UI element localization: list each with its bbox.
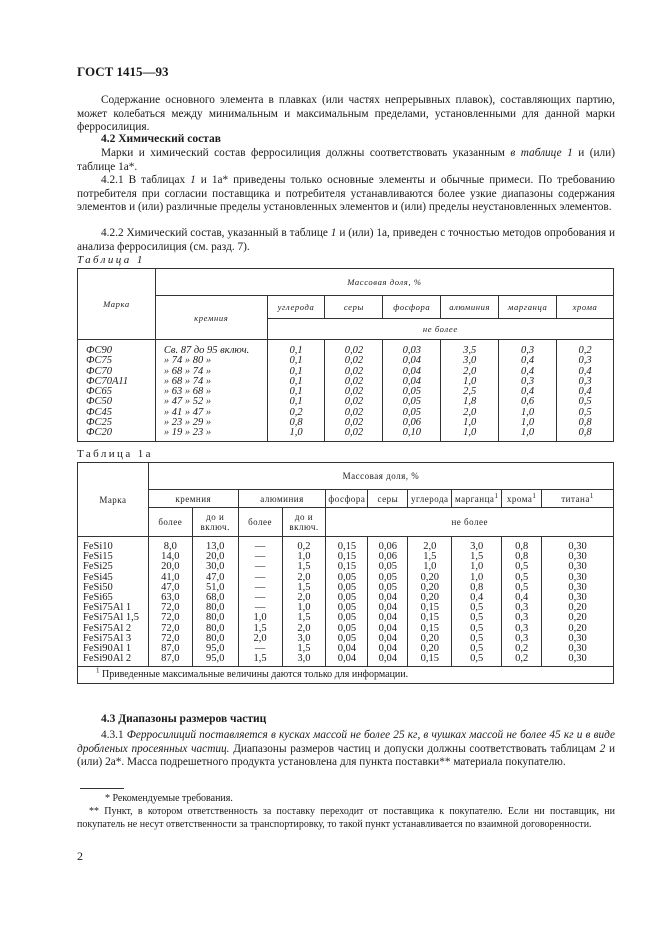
table-1a-cell-value: 0,2 xyxy=(502,644,542,654)
table-1a-cell-value: 0,06 xyxy=(368,537,408,553)
table-1-cell-value: 2,5 xyxy=(441,387,499,397)
table-1a-cell-value: 0,20 xyxy=(542,624,614,634)
page-number: 2 xyxy=(77,849,83,863)
table-1-cell-silicon: » 47 » 52 » xyxy=(155,397,267,407)
table-1a-cell-value: 0,8 xyxy=(502,552,542,562)
table-1-cell-value: 0,02 xyxy=(325,408,383,418)
table-1-cell-value: 0,02 xyxy=(325,418,383,428)
table-1-cell-mark: ФС50 xyxy=(78,397,156,407)
table-1a-col-chromium: хрома$^1$ xyxy=(502,490,542,508)
table-1a-cell-value: — xyxy=(238,552,282,562)
table-1a-cell-value: 0,5 xyxy=(502,573,542,583)
table-1a-cell-value: 0,5 xyxy=(452,644,502,654)
table-1-cell-value: 0,2 xyxy=(267,408,325,418)
table-1-cell-value: 1,0 xyxy=(499,418,557,428)
table-1a-cell-value: 0,04 xyxy=(368,654,408,667)
table-1a-cell-value: 0,30 xyxy=(542,562,614,572)
section-4-3-heading: 4.3 Диапазоны размеров частиц xyxy=(101,713,267,725)
table-1a-cell-value: 0,05 xyxy=(326,583,368,593)
table-1-cell-silicon: Св. 87 до 95 включ. xyxy=(155,340,267,357)
table-1-cell-mark: ФС75 xyxy=(78,356,156,366)
table-1-cell-value: 0,6 xyxy=(499,397,557,407)
table-1a-cell-value: 80,0 xyxy=(192,624,238,634)
table-1a-cell-value: 95,0 xyxy=(192,654,238,667)
table-1a-cell-value: 0,15 xyxy=(408,654,452,667)
table-1a-cell-value: 80,0 xyxy=(192,613,238,623)
table-1a-cell-value: 0,05 xyxy=(326,613,368,623)
table-1a-col-manganese: марганца$^1$ xyxy=(452,490,502,508)
table-1a-cell-value: 47,0 xyxy=(192,573,238,583)
table-1-cell-value: 0,02 xyxy=(325,377,383,387)
table-1a-cell-value: 0,3 xyxy=(502,603,542,613)
table-1a-cell-value: 0,15 xyxy=(326,537,368,553)
table-1-cell-mark: ФС70А11 xyxy=(78,377,156,387)
table-1a-cell-mark: FeSi90Al 2 xyxy=(78,654,149,667)
table-1-col-chromium: хрома xyxy=(557,296,614,319)
table-1-cell-silicon: » 74 » 80 » xyxy=(155,356,267,366)
table-1a-cell-mark: FeSi50 xyxy=(78,583,149,593)
table-1-cell-mark: ФС90 xyxy=(78,340,156,357)
table-1a-cell-value: 0,30 xyxy=(542,573,614,583)
table-1a-aluminium-upto: до и включ. xyxy=(282,508,326,537)
table-1-cell-silicon: » 41 » 47 » xyxy=(155,408,267,418)
table-1a-cell-mark: FeSi75Al 1,5 xyxy=(78,613,149,623)
table-1-cell-value: 0,8 xyxy=(557,428,614,441)
table-1a-cell-value: 0,06 xyxy=(368,552,408,562)
table-1a-caption: Таблица 1а xyxy=(77,448,153,460)
table-1-cell-value: 1,0 xyxy=(499,408,557,418)
table-1a-footnote: $^1$ Приведенные максимальные величины даются только для информации. xyxy=(78,667,614,684)
table-1-cell-mark: ФС45 xyxy=(78,408,156,418)
table-1-cell-value: 0,4 xyxy=(557,367,614,377)
table-1a-cell-mark: FeSi75Al 3 xyxy=(78,634,149,644)
document-header: ГОСТ 1415—93 xyxy=(77,64,169,79)
table-1a-cell-value: 72,0 xyxy=(148,624,192,634)
table-1-cell-value: 0,5 xyxy=(557,397,614,407)
table-1a-cell-value: 0,30 xyxy=(542,644,614,654)
table-1a xyxy=(77,462,614,684)
table-1a-cell-value: — xyxy=(238,644,282,654)
table-1-cell-value: 0,05 xyxy=(383,397,441,407)
table-1a-cell-value: 0,5 xyxy=(502,562,542,572)
table-1-cell-value: 0,02 xyxy=(325,397,383,407)
table-1a-cell-value: 0,04 xyxy=(368,603,408,613)
table-1a-cell-value: 87,0 xyxy=(148,654,192,667)
table-1a-cell-value: 80,0 xyxy=(192,634,238,644)
table-1a-cell-value: 2,0 xyxy=(408,537,452,553)
table-1-cell-value: 0,2 xyxy=(557,340,614,357)
table-1a-cell-value: 0,04 xyxy=(368,634,408,644)
table-1-cell-silicon: » 19 » 23 » xyxy=(155,428,267,441)
table-1a-cell-value: 0,15 xyxy=(408,624,452,634)
table-1a-cell-mark: FeSi75Al 2 xyxy=(78,624,149,634)
table-1a-cell-value: 0,5 xyxy=(452,613,502,623)
table-1a-cell-value: 0,20 xyxy=(408,593,452,603)
table-1a-cell-value: 0,20 xyxy=(408,583,452,593)
table-1a-col-aluminium: алюминия xyxy=(238,490,326,508)
table-1-group-header: Массовая доля, % xyxy=(155,269,613,296)
table-1-col-manganese: марганца xyxy=(499,296,557,319)
table-1-cell-value: 0,4 xyxy=(499,387,557,397)
table-1a-cell-value: 0,30 xyxy=(542,634,614,644)
table-1a-cell-value: — xyxy=(238,573,282,583)
table-1-cell-value: 0,3 xyxy=(499,377,557,387)
table-1-col-phosphorus: фосфора xyxy=(383,296,441,319)
table-1a-cell-mark: FeSi90Al 1 xyxy=(78,644,149,654)
table-1-cell-value: 0,4 xyxy=(557,387,614,397)
table-1a-cell-value: 51,0 xyxy=(192,583,238,593)
table-1a-cell-value: 3,0 xyxy=(282,654,326,667)
table-1a-cell-value: 14,0 xyxy=(148,552,192,562)
table-1a-col-phosphorus: фосфора xyxy=(326,490,368,508)
table-1a-cell-value: 0,3 xyxy=(502,624,542,634)
table-1-cell-value: 0,1 xyxy=(267,397,325,407)
table-1-cell-value: 1,0 xyxy=(267,428,325,441)
table-1 xyxy=(77,268,614,442)
table-1a-col-sulfur: серы xyxy=(368,490,408,508)
paragraph-4-2-1: 4.2.1 В таблицах 1 и 1а* приведены только основные элементы и обычные примеси. По требованию потребителя при согласии поставщика и потребителя устанавливаются более узкие диапазоны содержания элементов и (или) различные пределы установленных элементов и (или) пределы неустановленных элементов. xyxy=(77,174,615,214)
table-1a-cell-value: — xyxy=(238,562,282,572)
table-1a-cell-value: 2,0 xyxy=(282,593,326,603)
table-1a-cell-value: 0,2 xyxy=(502,654,542,667)
table-1a-cell-value: 20,0 xyxy=(192,552,238,562)
table-1a-aluminium-more: более xyxy=(238,508,282,537)
table-1a-cell-value: 0,5 xyxy=(452,603,502,613)
table-1a-cell-value: 0,5 xyxy=(452,634,502,644)
table-1-cell-silicon: » 68 » 74 » xyxy=(155,367,267,377)
table-1a-cell-value: 0,20 xyxy=(408,573,452,583)
table-1a-cell-value: 1,0 xyxy=(408,562,452,572)
table-1-cell-value: 0,06 xyxy=(383,418,441,428)
table-1-cell-value: 1,0 xyxy=(499,428,557,441)
table-1a-cell-value: 0,15 xyxy=(326,552,368,562)
table-1-cell-value: 3,0 xyxy=(441,356,499,366)
table-1-cell-mark: ФС70 xyxy=(78,367,156,377)
table-1-cell-value: 0,1 xyxy=(267,387,325,397)
table-1-cell-value: 1,0 xyxy=(441,428,499,441)
table-1a-cell-value: 0,2 xyxy=(282,537,326,553)
table-1a-cell-value: 0,5 xyxy=(452,654,502,667)
table-1a-cell-value: 2,0 xyxy=(282,573,326,583)
table-1-cell-mark: ФС25 xyxy=(78,418,156,428)
table-1a-cell-value: 13,0 xyxy=(192,537,238,553)
table-1-col-marka: Марка xyxy=(78,269,156,340)
table-1a-cell-value: 0,30 xyxy=(542,552,614,562)
table-1-cell-value: 0,3 xyxy=(557,377,614,387)
table-1a-cell-value: 0,05 xyxy=(326,603,368,613)
table-1a-cell-value: 0,15 xyxy=(408,613,452,623)
table-1a-cell-value: 0,30 xyxy=(542,593,614,603)
table-1a-cell-value: 1,0 xyxy=(282,552,326,562)
table-1a-cell-mark: FeSi45 xyxy=(78,573,149,583)
table-1a-cell-value: 0,04 xyxy=(368,624,408,634)
table-1a-cell-value: 72,0 xyxy=(148,603,192,613)
paragraph-4-3-1: 4.3.1 Ферросилиций поставляется в кусках массой не более 25 кг, в чушках массой не более 45 кг и в виде дробленых просеянных частиц. Диапазоны размеров частиц и допуски должны соответствовать таблицам 2 и (или) 2а*. Масса подрешетного продукта установлена для пункта поставки** материала покупателю. xyxy=(77,729,616,769)
table-1a-cell-value: 1,5 xyxy=(238,654,282,667)
table-1-cell-value: 2,0 xyxy=(441,408,499,418)
table-row xyxy=(78,654,614,667)
section-4-2-heading: 4.2 Химический состав xyxy=(101,133,221,145)
table-1a-cell-value: 1,0 xyxy=(282,603,326,613)
table-row xyxy=(78,340,614,357)
table-1a-col-silicon: кремния xyxy=(148,490,238,508)
table-1a-cell-value: 2,0 xyxy=(282,624,326,634)
table-1-cell-mark: ФС65 xyxy=(78,387,156,397)
table-1a-cell-value: 2,0 xyxy=(238,634,282,644)
table-1a-cell-value: 0,15 xyxy=(408,603,452,613)
table-1a-cell-value: 0,04 xyxy=(368,644,408,654)
table-1a-cell-value: 0,05 xyxy=(326,593,368,603)
table-1a-cell-value: 20,0 xyxy=(148,562,192,572)
table-1a-cell-mark: FeSi75Al 1 xyxy=(78,603,149,613)
table-1a-cell-mark: FeSi25 xyxy=(78,562,149,572)
table-1-cell-silicon: » 23 » 29 » xyxy=(155,418,267,428)
table-1a-cell-value: 1,5 xyxy=(238,624,282,634)
table-1a-cell-value: 87,0 xyxy=(148,644,192,654)
table-1a-cell-value: 3,0 xyxy=(452,537,502,553)
table-1a-cell-value: 1,0 xyxy=(452,573,502,583)
table-1-caption: Таблица 1 xyxy=(77,254,145,266)
table-1a-cell-value: 47,0 xyxy=(148,583,192,593)
table-1-cell-value: 0,05 xyxy=(383,408,441,418)
table-1a-cell-value: 0,3 xyxy=(502,613,542,623)
table-1-cell-value: 0,02 xyxy=(325,428,383,441)
table-1a-cell-value: 0,04 xyxy=(326,644,368,654)
table-1a-cell-value: 3,0 xyxy=(282,634,326,644)
table-1a-cell-value: 0,30 xyxy=(542,583,614,593)
table-1a-cell-value: 1,0 xyxy=(238,613,282,623)
table-1a-cell-value: 0,30 xyxy=(542,537,614,553)
table-1-cell-value: 0,4 xyxy=(499,367,557,377)
table-1-cell-value: 0,10 xyxy=(383,428,441,441)
table-1a-col-titanium: титана$^1$ xyxy=(542,490,614,508)
table-1a-cell-value: 1,5 xyxy=(452,552,502,562)
table-1-col-carbon: углерода xyxy=(267,296,325,319)
table-1a-cell-value: 95,0 xyxy=(192,644,238,654)
table-1a-cell-value: 8,0 xyxy=(148,537,192,553)
table-1a-cell-value: 0,8 xyxy=(502,537,542,553)
table-1-cell-value: 0,04 xyxy=(383,377,441,387)
table-1a-cell-value: 0,8 xyxy=(452,583,502,593)
table-1-cell-value: 0,02 xyxy=(325,356,383,366)
table-1-cell-value: 3,5 xyxy=(441,340,499,357)
paragraph-4-2-2: 4.2.2 Химический состав, указанный в таблице 1 и (или) 1а, приведен с точностью методов опробования и анализа ферросилиция (см. разд. 7). xyxy=(77,227,616,253)
table-1a-not-more: не более xyxy=(326,508,614,537)
footnote-2: ** Пункт, в котором ответственность за поставку переходит от поставщика к покупателю. Если ни поставщик, ни покупатель не несут ответственности за транспортировку, то такой пункт устанавливается по взаимной договоренности. xyxy=(77,806,615,830)
table-1a-cell-value: 0,04 xyxy=(368,613,408,623)
table-1-cell-value: 0,1 xyxy=(267,356,325,366)
table-1a-cell-value: 0,3 xyxy=(502,634,542,644)
table-1a-cell-value: 0,04 xyxy=(326,654,368,667)
table-1a-cell-value: 68,0 xyxy=(192,593,238,603)
table-1-cell-value: 0,04 xyxy=(383,356,441,366)
table-1-cell-silicon: » 63 » 68 » xyxy=(155,387,267,397)
table-1-cell-value: 0,3 xyxy=(557,356,614,366)
table-1a-cell-value: 0,20 xyxy=(542,603,614,613)
table-1a-cell-value: 0,05 xyxy=(326,573,368,583)
table-1a-cell-value: 41,0 xyxy=(148,573,192,583)
table-1a-cell-value: 72,0 xyxy=(148,613,192,623)
table-1-cell-value: 0,1 xyxy=(267,367,325,377)
table-1a-cell-value: — xyxy=(238,537,282,553)
table-1a-cell-value: 0,20 xyxy=(542,613,614,623)
table-1-cell-value: 0,05 xyxy=(383,387,441,397)
table-1-cell-value: 0,02 xyxy=(325,367,383,377)
table-1a-cell-value: 80,0 xyxy=(192,603,238,613)
table-1-cell-value: 0,5 xyxy=(557,408,614,418)
table-1-cell-value: 0,4 xyxy=(499,356,557,366)
table-1-cell-value: 0,8 xyxy=(267,418,325,428)
table-1a-cell-value: 0,05 xyxy=(368,573,408,583)
table-1a-cell-value: 0,05 xyxy=(326,624,368,634)
table-1a-cell-value: 63,0 xyxy=(148,593,192,603)
table-1a-cell-value: 0,4 xyxy=(502,593,542,603)
table-1-cell-value: 1,0 xyxy=(441,377,499,387)
table-1-cell-value: 0,8 xyxy=(557,418,614,428)
table-1-cell-value: 0,02 xyxy=(325,340,383,357)
table-1a-cell-value: 1,5 xyxy=(282,613,326,623)
table-1a-cell-value: 0,20 xyxy=(408,634,452,644)
table-1a-cell-value: 0,15 xyxy=(326,562,368,572)
table-1a-group-header: Массовая доля, % xyxy=(148,463,613,490)
table-1a-col-marka: Марка xyxy=(78,463,149,537)
table-1a-cell-value: 0,04 xyxy=(368,593,408,603)
table-1a-cell-mark: FeSi10 xyxy=(78,537,149,553)
table-1a-col-carbon: углерода xyxy=(408,490,452,508)
table-1-cell-value: 2,0 xyxy=(441,367,499,377)
table-1-cell-value: 0,3 xyxy=(499,340,557,357)
table-1a-cell-value: 0,05 xyxy=(326,634,368,644)
table-1a-cell-value: — xyxy=(238,603,282,613)
table-1-not-more: не более xyxy=(267,319,613,340)
table-1a-cell-mark: FeSi15 xyxy=(78,552,149,562)
paragraph-4-2: Марки и химический состав ферросилиция должны соответствовать указанным в таблице 1 и (или) таблице 1а*. xyxy=(77,147,615,173)
table-1-cell-value: 0,1 xyxy=(267,377,325,387)
table-1a-cell-value: 72,0 xyxy=(148,634,192,644)
table-1-cell-mark: ФС20 xyxy=(78,428,156,441)
table-1a-cell-value: 0,20 xyxy=(408,644,452,654)
table-1a-cell-value: 0,05 xyxy=(368,583,408,593)
table-row xyxy=(78,428,614,441)
table-1a-silicon-upto: до и включ. xyxy=(192,508,238,537)
footnote-1: * Рекомендуемые требования. xyxy=(105,793,233,804)
table-1a-cell-mark: FeSi65 xyxy=(78,593,149,603)
table-1a-cell-value: 1,5 xyxy=(408,552,452,562)
table-1a-cell-value: 1,0 xyxy=(452,562,502,572)
table-1a-cell-value: — xyxy=(238,593,282,603)
table-1-col-aluminium: алюминия xyxy=(441,296,499,319)
table-1a-cell-value: — xyxy=(238,583,282,593)
intro-paragraph: Содержание основного элемента в плавках (или частях непрерывных плавок), составляющих партию, может колебаться между минимальным и максимальным пределами, установленными для данной марки ферросилиция. xyxy=(77,94,615,134)
table-1-cell-value: 0,03 xyxy=(383,340,441,357)
table-1-cell-silicon: » 68 » 74 » xyxy=(155,377,267,387)
table-1a-cell-value: 1,5 xyxy=(282,562,326,572)
table-1a-cell-value: 1,5 xyxy=(282,644,326,654)
table-1-cell-value: 0,1 xyxy=(267,340,325,357)
table-1a-cell-value: 0,5 xyxy=(452,624,502,634)
table-1-cell-value: 0,04 xyxy=(383,367,441,377)
table-1a-silicon-more: более xyxy=(148,508,192,537)
table-1-cell-value: 0,02 xyxy=(325,387,383,397)
table-1-cell-value: 1,0 xyxy=(441,418,499,428)
table-1a-cell-value: 0,5 xyxy=(502,583,542,593)
table-row xyxy=(78,537,614,553)
table-1a-cell-value: 1,5 xyxy=(282,583,326,593)
table-1a-cell-value: 30,0 xyxy=(192,562,238,572)
table-1a-cell-value: 0,05 xyxy=(368,562,408,572)
table-1-cell-value: 1,8 xyxy=(441,397,499,407)
footnote-separator xyxy=(80,788,124,789)
table-1-col-silicon: кремния xyxy=(155,296,267,340)
table-1a-cell-value: 0,30 xyxy=(542,654,614,667)
table-1-col-sulfur: серы xyxy=(325,296,383,319)
table-1a-cell-value: 0,4 xyxy=(452,593,502,603)
